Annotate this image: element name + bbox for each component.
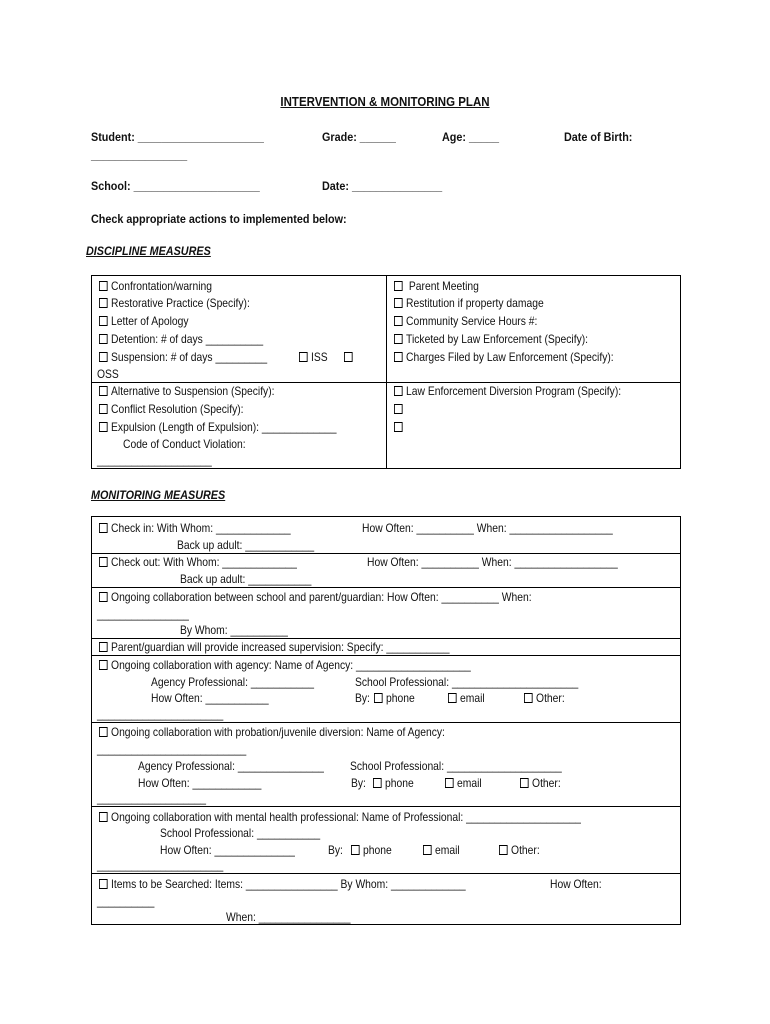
checkbox[interactable] [99,281,108,291]
dob-field[interactable]: ________________ [91,148,188,162]
searched-when[interactable]: When: ________________ [226,910,351,924]
oss-checkbox[interactable] [344,350,356,364]
discipline-item-expulsion[interactable]: Expulsion (Length of Expulsion): _____________ [99,420,337,434]
checkbox[interactable] [99,727,108,737]
checkbox[interactable] [374,693,383,703]
checkin-row[interactable]: Check in: With Whom: _____________ [99,521,291,535]
checkout-often[interactable]: How Often: __________ When: __________________ [367,555,618,569]
discipline-item-alternative[interactable]: Alternative to Suspension (Specify): [99,384,275,398]
mental-school-professional[interactable]: School Professional: ___________ [160,826,321,840]
probation-phone-option[interactable]: phone [373,776,414,790]
row-divider [91,587,681,588]
grade-field[interactable]: Grade: ______ [322,130,396,144]
probation-other-option[interactable]: Other: [520,776,561,790]
checkin-backup[interactable]: Back up adult: ____________ [177,538,315,552]
agency-school-professional[interactable]: School Professional: ______________________ [355,675,579,689]
checkbox[interactable] [524,693,533,703]
checkbox[interactable] [99,812,108,822]
agency-email-option[interactable]: email [448,691,485,705]
conduct-violation-label: Code of Conduct Violation: [123,437,246,451]
student-field[interactable]: Student: _____________________ [91,130,264,144]
searched-how-often-line[interactable]: __________ [97,894,155,908]
checkbox[interactable] [99,523,108,533]
checkbox[interactable] [99,298,108,308]
mental-line[interactable]: ______________________ [97,858,224,872]
agency-professional[interactable]: Agency Professional: ___________ [151,675,314,689]
discipline-item-community-service[interactable]: Community Service Hours #: [394,314,537,328]
probation-school-professional[interactable]: School Professional: ____________________ [350,759,562,773]
row-divider [91,382,681,383]
row-divider [91,722,681,723]
checkbox[interactable] [394,298,403,308]
page-title: INTERVENTION & MONITORING PLAN [280,95,490,109]
checkbox[interactable] [394,386,403,396]
discipline-item-charges[interactable]: Charges Filed by Law Enforcement (Specify): [394,350,614,364]
checkbox[interactable] [351,845,360,855]
agency-row[interactable]: Ongoing collaboration with agency: Name of Agency: ____________________ [99,658,471,672]
conduct-violation-line[interactable]: ____________________ [97,453,212,467]
agency-by-label: By: [355,691,370,705]
checkbox[interactable] [99,316,108,326]
checkbox[interactable] [448,693,457,703]
checkbox[interactable] [394,316,403,326]
checkbox[interactable] [99,352,108,362]
discipline-item-conflict[interactable]: Conflict Resolution (Specify): [99,402,244,416]
probation-how-often[interactable]: How Often: ____________ [138,776,262,790]
mental-how-often[interactable]: How Often: ______________ [160,843,295,857]
row-divider [91,638,681,639]
row-divider [91,655,681,656]
mental-health-row[interactable]: Ongoing collaboration with mental health professional: Name of Professional: ____________________ [99,810,581,824]
mental-by-label: By: [328,843,343,857]
checkbox[interactable] [99,557,108,567]
agency-other-option[interactable]: Other: [524,691,565,705]
discipline-item-iss[interactable]: ISS [299,350,328,364]
discipline-item-ticketed[interactable]: Ticketed by Law Enforcement (Specify): [394,332,588,346]
agency-phone-option[interactable]: phone [374,691,415,705]
checkbox[interactable] [423,845,432,855]
discipline-item-blank-1[interactable] [394,402,406,416]
checkbox[interactable] [99,386,108,396]
row-divider [91,553,681,554]
parent-collab-line[interactable]: ________________ [97,607,189,621]
checkbox[interactable] [99,642,108,652]
discipline-item-oss: OSS [97,367,119,381]
discipline-item-restorative[interactable]: Restorative Practice (Specify): [99,296,250,310]
checkout-row[interactable]: Check out: With Whom: _____________ [99,555,297,569]
date-field[interactable]: Date: _______________ [322,179,443,193]
probation-professional[interactable]: Agency Professional: _______________ [138,759,324,773]
checkbox[interactable] [520,778,529,788]
searched-row[interactable]: Items to be Searched: Items: ________________ By Whom: _____________ [99,877,466,891]
checkbox[interactable] [99,592,108,602]
discipline-item-parent-meeting[interactable]: Parent Meeting [394,279,479,293]
dob-label: Date of Birth: [564,130,633,144]
parent-collab-whom[interactable]: By Whom: __________ [180,623,288,637]
instructions-text: Check appropriate actions to implemented below: [91,212,347,226]
agency-line[interactable]: ______________________ [97,707,224,721]
discipline-item-apology[interactable]: Letter of Apology [99,314,189,328]
checkbox[interactable] [99,422,108,432]
checkbox[interactable] [394,422,403,432]
checkbox[interactable] [99,660,108,670]
row-divider [91,806,681,807]
checkbox[interactable] [499,845,508,855]
checkbox[interactable] [344,352,353,362]
mental-email-option[interactable]: email [423,843,460,857]
agency-how-often[interactable]: How Often: ___________ [151,691,269,705]
checkbox[interactable] [373,778,382,788]
age-field[interactable]: Age: _____ [442,130,500,144]
checkbox[interactable] [445,778,454,788]
checkbox[interactable] [394,352,403,362]
mental-phone-option[interactable]: phone [351,843,392,857]
checkbox[interactable] [299,352,308,362]
discipline-item-restitution[interactable]: Restitution if property damage [394,296,544,310]
discipline-heading: DISCIPLINE MEASURES [86,244,211,258]
checkbox[interactable] [99,404,108,414]
discipline-item-suspension[interactable]: Suspension: # of days _________ [99,350,267,364]
checkbox[interactable] [394,404,403,414]
checkbox[interactable] [394,334,403,344]
discipline-item-confrontation[interactable]: Confrontation/warning [99,279,212,293]
parent-collab-row[interactable]: Ongoing collaboration between school and parent/guardian: How Often: __________ When: [99,590,532,604]
mental-other-option[interactable]: Other: [499,843,540,857]
checkbox[interactable] [99,879,108,889]
probation-email-option[interactable]: email [445,776,482,790]
monitoring-heading: MONITORING MEASURES [91,488,226,502]
probation-line-2[interactable]: ___________________ [97,791,207,805]
checkin-often[interactable]: How Often: __________ When: __________________ [362,521,613,535]
discipline-divider [386,275,387,469]
school-field[interactable]: School: _____________________ [91,179,260,193]
probation-by-label: By: [351,776,366,790]
probation-row[interactable]: Ongoing collaboration with probation/juvenile diversion: Name of Agency: [99,725,445,739]
discipline-item-blank-2[interactable] [394,420,406,434]
searched-how-often: How Often: [550,877,602,891]
probation-line[interactable]: __________________________ [97,742,247,756]
checkbox[interactable] [394,281,403,291]
discipline-item-diversion[interactable]: Law Enforcement Diversion Program (Specify): [394,384,621,398]
supervision-row[interactable]: Parent/guardian will provide increased supervision: Specify: ___________ [99,640,450,654]
row-divider [91,873,681,874]
checkbox[interactable] [99,334,108,344]
discipline-item-detention[interactable]: Detention: # of days __________ [99,332,263,346]
checkout-backup[interactable]: Back up adult: ___________ [180,572,312,586]
